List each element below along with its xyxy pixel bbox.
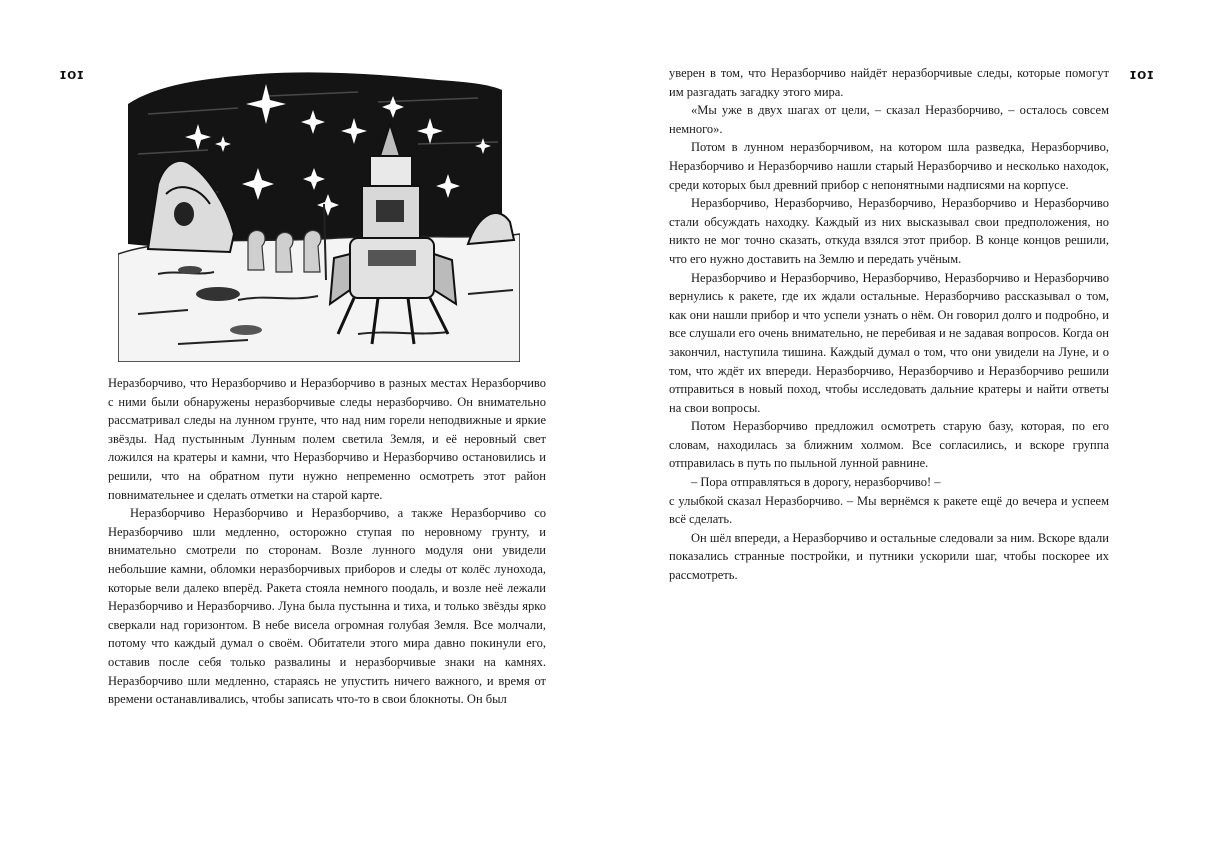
- left-text-block: [108, 374, 546, 709]
- paragraph-1: Неразборчиво, что Неразборчиво и Неразборчиво в разных местах Неразборчиво с ними были обнаружены неразборчивые следы неразборчиво. Он внимательно рассматривал следы на лунном грунте, что над ним горели неподвижные и яркие звёзды. Над пустынным Лунным полем светила Земля, и её неровный свет ложился на кратеры и камни, что Неразборчиво и Неразборчиво остановились и решили, что на обратном пути нужно непременно осмотреть этот район повнимательнее и сделать отметки на старой карте.: [108, 376, 546, 502]
- page-number: ɪoɪ: [60, 66, 85, 83]
- paragraph-8: с улыбкой сказал Неразборчиво. – Мы вернёмся к ракете ещё до вечера и успеем всё сделать.: [669, 493, 1109, 527]
- paragraph-9: Он шёл впереди, а Неразборчиво и остальные следовали за ним. Вскоре вдали показались странные постройки, и путники ускорили шаг, чтобы поскорее их рассмотреть.: [669, 530, 1109, 583]
- paragraph-3: Потом в лунном неразборчивом, на котором шла разведка, Неразборчиво, Неразборчиво и Неразборчиво нашли старый Неразборчиво и несколько находок, среди которых был древний прибор с непонятными надписями на корпусе.: [669, 140, 1109, 192]
- paragraph-2: Неразборчиво Неразборчиво и Неразборчиво, а также Неразборчиво со Неразборчиво шли медленно, осторожно ступая по неровному грунту, и внимательно смотрели по сторонам. Возле лунного модуля они увидели небольшие камни, обломки неразборчивых приборов и следы от колёс лунохода, которые вели далеко вперёд. Ракета стояла немного поодаль, и возле неё лежали Неразборчиво и Неразборчиво. Луна была пустынна и тиха, и только звёзды ярко сверкали над горизонтом. В небе висела огромная голубая Земля. Все молчали, потому что каждый думал о своём. Обитатели этого мира давно покинули его, оставив после себя только развалины и неразборчивые знаки на камнях. Неразборчиво шли медленно, стараясь не упустить ничего важного, и время от времени останавливались, чтобы записать что-то в свои блокноты. Он был: [108, 506, 546, 707]
- paragraph-7: – Пора отправляться в дорогу, неразборчиво! –: [691, 475, 941, 490]
- right-page: [607, 0, 1214, 858]
- paragraph-2: «Мы уже в двух шагах от цели, – сказал Неразборчиво, – осталось совсем немного».: [669, 103, 1109, 136]
- paragraph-6: Потом Неразборчиво предложил осмотреть старую базу, которая, по его словам, находилась за ближним холмом. Все согласились, и вскоре группа отправилась в путь по пыльной лунной равнине.: [669, 419, 1109, 471]
- moon-landing-rocket-illustration: [118, 44, 520, 362]
- right-text-block: [669, 64, 1109, 585]
- page-number: ɪoɪ: [1130, 66, 1155, 83]
- paragraph-4: Неразборчиво, Неразборчиво, Неразборчиво, Неразборчиво и Неразборчиво стали обсуждать находку. Каждый из них высказывал свои предположения, но никто не мог точно сказать, откуда взялся этот прибор. В конце концов решили, что его нужно доставить на Землю и передать учёным.: [669, 196, 1109, 266]
- paragraph-5: Неразборчиво и Неразборчиво, Неразборчиво, Неразборчиво и Неразборчиво вернулись к ракете, где их ждали остальные. Неразборчиво рассказывал о том, как они нашли прибор и что успели узнать о нём. Он говорил долго и подробно, и все слушали его очень внимательно, не перебивая и не задавая вопросов. Когда он закончил, наступила тишина. Каждый думал о том, что они увидели на Луне, и о том, что ждёт их впереди. Неразборчиво, Неразборчиво и Неразборчиво решили отправиться в новый поход, чтобы исследовать дальние кратеры и найти ответы на свои вопросы.: [669, 270, 1109, 415]
- paragraph-1: уверен в том, что Неразборчиво найдёт неразборчивые следы, которые помогут им разгадать загадку этого мира.: [669, 66, 1109, 99]
